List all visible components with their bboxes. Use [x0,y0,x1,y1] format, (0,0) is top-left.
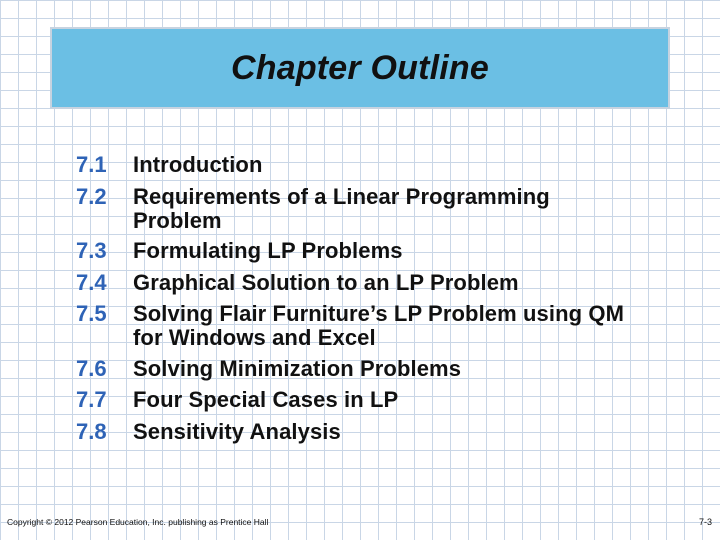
copyright-notice: Copyright © 2012 Pearson Education, Inc. publishing as Prentice Hall [7,517,269,527]
section-title: Introduction [133,152,263,177]
section-number: 7.6 [76,355,107,381]
outline-item-7-1 [76,150,676,180]
section-title: Graphical Solution to an LP Problem [133,269,519,295]
outline-item-7-6 [76,354,676,384]
section-number: 7.7 [76,387,107,412]
outline-item-7-8 [76,417,676,447]
section-number: 7.1 [76,152,107,177]
section-title: Four Special Cases in LP [133,387,399,412]
outline-item-7-3 [76,236,676,266]
section-title: Requirements of a Linear Programming Problem [133,183,550,233]
section-number: 7.2 [76,183,107,209]
section-title: Sensitivity Analysis [133,418,341,444]
title-bar [50,27,670,109]
outline-item-7-7 [76,385,676,415]
chapter-outline-list [76,150,676,448]
section-title: Formulating LP Problems [133,238,403,263]
slide-title: Chapter Outline [230,48,490,87]
outline-item-7-2 [76,182,676,235]
page-number: 7-3 [698,517,712,527]
section-number: 7.3 [76,238,107,263]
section-title: Solving Minimization Problems [133,355,462,381]
section-number: 7.5 [76,301,107,326]
section-number: 7.4 [76,269,107,295]
section-number: 7.8 [76,418,107,444]
outline-item-7-4 [76,268,676,298]
section-title: Solving Flair Furniture’s LP Problem using QM for Windows and Excel [133,301,625,350]
outline-item-7-5 [76,299,676,352]
